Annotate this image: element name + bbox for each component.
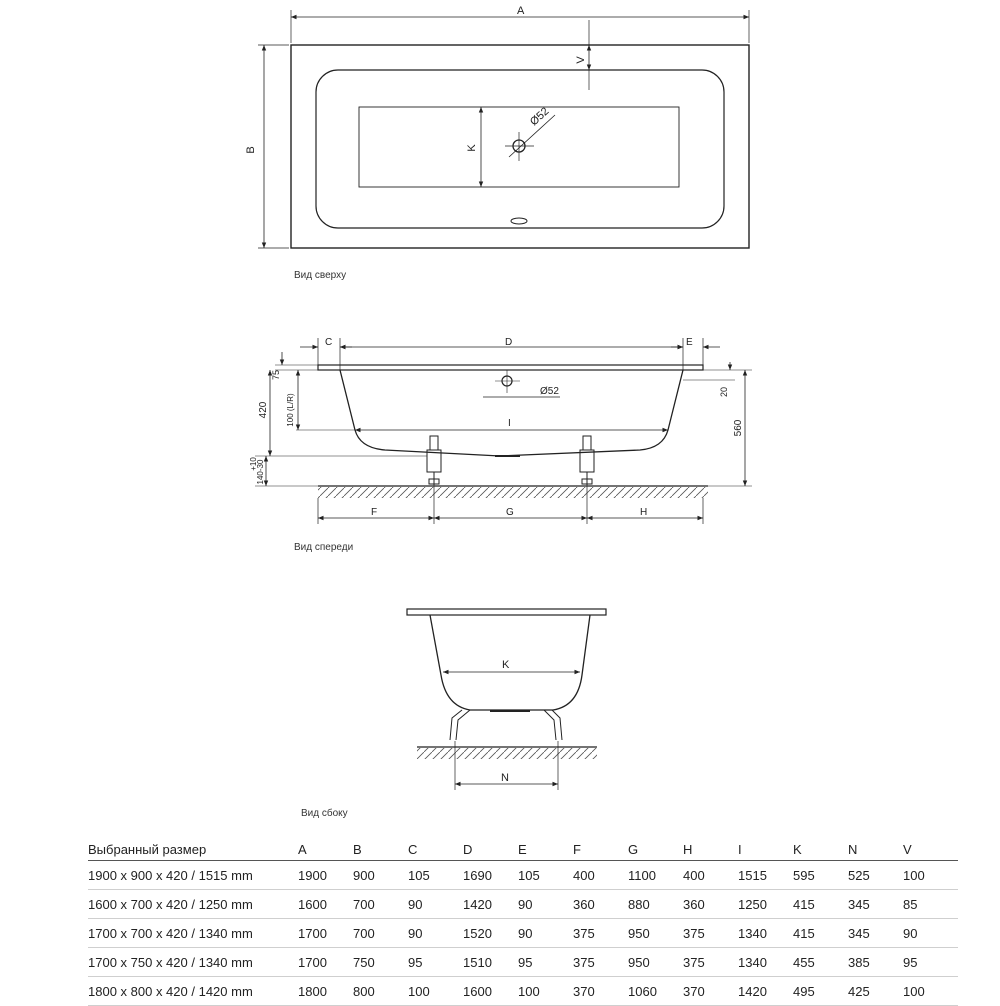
- side-leg-left: [450, 710, 470, 740]
- value-cell: 100: [518, 977, 573, 1006]
- top-view: [258, 10, 749, 248]
- header-cell: H: [683, 838, 738, 861]
- value-cell: 1340: [738, 948, 793, 977]
- value-cell: 105: [518, 861, 573, 890]
- value-cell: 1690: [463, 861, 518, 890]
- table-row: [88, 977, 958, 1006]
- front-rim: [318, 365, 703, 370]
- side-rim: [407, 609, 606, 615]
- value-cell: 400: [573, 861, 628, 890]
- label-20: 20: [719, 386, 729, 398]
- label-E: E: [686, 337, 693, 348]
- label-A: A: [517, 5, 525, 17]
- value-cell: 595: [793, 861, 848, 890]
- label-10: +10: [249, 457, 258, 471]
- header-cell: B: [353, 838, 408, 861]
- label-K-side: K: [502, 659, 510, 671]
- value-cell: 85: [903, 890, 958, 919]
- label-K-top: K: [466, 144, 478, 152]
- value-cell: 1420: [463, 890, 518, 919]
- header-cell: K: [793, 838, 848, 861]
- header-cell: C: [408, 838, 463, 861]
- label-C: C: [325, 337, 333, 348]
- table-header-row: [88, 838, 958, 861]
- value-cell: 100: [408, 977, 463, 1006]
- table-row: [88, 861, 958, 890]
- header-cell: F: [573, 838, 628, 861]
- table-row: [88, 919, 958, 948]
- value-cell: 375: [573, 948, 628, 977]
- label-D: D: [505, 337, 513, 348]
- value-cell: 950: [628, 919, 683, 948]
- label-560: 560: [733, 419, 744, 437]
- header-cell: A: [298, 838, 353, 861]
- value-cell: 415: [793, 919, 848, 948]
- value-cell: 1600: [463, 977, 518, 1006]
- value-cell: 900: [353, 861, 408, 890]
- label-H: H: [640, 507, 648, 518]
- label-I: I: [508, 418, 511, 429]
- value-cell: 375: [683, 948, 738, 977]
- value-cell: 1600: [298, 890, 353, 919]
- side-tub-body: [430, 615, 590, 710]
- header-cell: E: [518, 838, 573, 861]
- table-row: [88, 948, 958, 977]
- size-cell: 1800 x 800 x 420 / 1420 mm: [88, 977, 298, 1006]
- side-view: [407, 609, 606, 790]
- table-row: [88, 890, 958, 919]
- value-cell: 375: [573, 919, 628, 948]
- dimensions-table: [88, 838, 958, 1006]
- header-cell: N: [848, 838, 903, 861]
- size-cell: 1700 x 750 x 420 / 1340 mm: [88, 948, 298, 977]
- side-leg-right: [544, 710, 562, 740]
- value-cell: 385: [848, 948, 903, 977]
- value-cell: 95: [518, 948, 573, 977]
- value-cell: 90: [408, 890, 463, 919]
- label-drain-front: Ø52: [540, 386, 559, 397]
- value-cell: 880: [628, 890, 683, 919]
- front-view: [255, 338, 752, 524]
- value-cell: 1340: [738, 919, 793, 948]
- value-cell: 455: [793, 948, 848, 977]
- value-cell: 1100: [628, 861, 683, 890]
- value-cell: 345: [848, 890, 903, 919]
- value-cell: 1700: [298, 919, 353, 948]
- value-cell: 1515: [738, 861, 793, 890]
- value-cell: 800: [353, 977, 408, 1006]
- value-cell: 90: [408, 919, 463, 948]
- label-420: 420: [258, 401, 269, 419]
- value-cell: 750: [353, 948, 408, 977]
- value-cell: 1700: [298, 948, 353, 977]
- value-cell: 95: [903, 948, 958, 977]
- value-cell: 90: [518, 890, 573, 919]
- caption-side-view: Вид сбоку: [301, 808, 348, 819]
- value-cell: 1510: [463, 948, 518, 977]
- value-cell: 950: [628, 948, 683, 977]
- caption-top-view: Вид сверху: [294, 270, 347, 281]
- value-cell: 100: [903, 861, 958, 890]
- value-cell: 400: [683, 861, 738, 890]
- label-100: 100 (L/R): [286, 393, 295, 427]
- top-basin-outline: [316, 70, 724, 228]
- header-cell: G: [628, 838, 683, 861]
- value-cell: 495: [793, 977, 848, 1006]
- label-F: F: [371, 507, 378, 518]
- value-cell: 345: [848, 919, 903, 948]
- value-cell: 1250: [738, 890, 793, 919]
- value-cell: 370: [573, 977, 628, 1006]
- front-leg-left: [427, 436, 441, 485]
- value-cell: 360: [573, 890, 628, 919]
- size-cell: 1600 x 700 x 420 / 1250 mm: [88, 890, 298, 919]
- label-G: G: [506, 507, 514, 518]
- value-cell: 425: [848, 977, 903, 1006]
- value-cell: 525: [848, 861, 903, 890]
- value-cell: 105: [408, 861, 463, 890]
- label-140: 140-30: [256, 459, 265, 485]
- value-cell: 100: [903, 977, 958, 1006]
- caption-front-view: Вид спереди: [294, 542, 354, 553]
- label-drain-top: Ø52: [527, 105, 552, 129]
- label-V: V: [575, 56, 587, 64]
- value-cell: 1520: [463, 919, 518, 948]
- top-view-labels: [245, 5, 587, 154]
- value-cell: 90: [518, 919, 573, 948]
- value-cell: 1800: [298, 977, 353, 1006]
- value-cell: 360: [683, 890, 738, 919]
- value-cell: 1060: [628, 977, 683, 1006]
- value-cell: 370: [683, 977, 738, 1006]
- header-cell: D: [463, 838, 518, 861]
- label-75: 75: [271, 369, 281, 381]
- value-cell: 1420: [738, 977, 793, 1006]
- value-cell: 90: [903, 919, 958, 948]
- value-cell: 1900: [298, 861, 353, 890]
- header-cell: Выбранный размер: [88, 838, 298, 861]
- header-cell: I: [738, 838, 793, 861]
- value-cell: 95: [408, 948, 463, 977]
- size-cell: 1700 x 700 x 420 / 1340 mm: [88, 919, 298, 948]
- value-cell: 415: [793, 890, 848, 919]
- value-cell: 700: [353, 890, 408, 919]
- label-B: B: [245, 146, 257, 154]
- front-leg-right: [580, 436, 594, 485]
- header-cell: V: [903, 838, 958, 861]
- value-cell: 700: [353, 919, 408, 948]
- size-cell: 1900 x 900 x 420 / 1515 mm: [88, 861, 298, 890]
- label-N: N: [501, 772, 509, 784]
- value-cell: 375: [683, 919, 738, 948]
- top-overflow: [511, 218, 527, 224]
- side-view-labels: [501, 659, 510, 784]
